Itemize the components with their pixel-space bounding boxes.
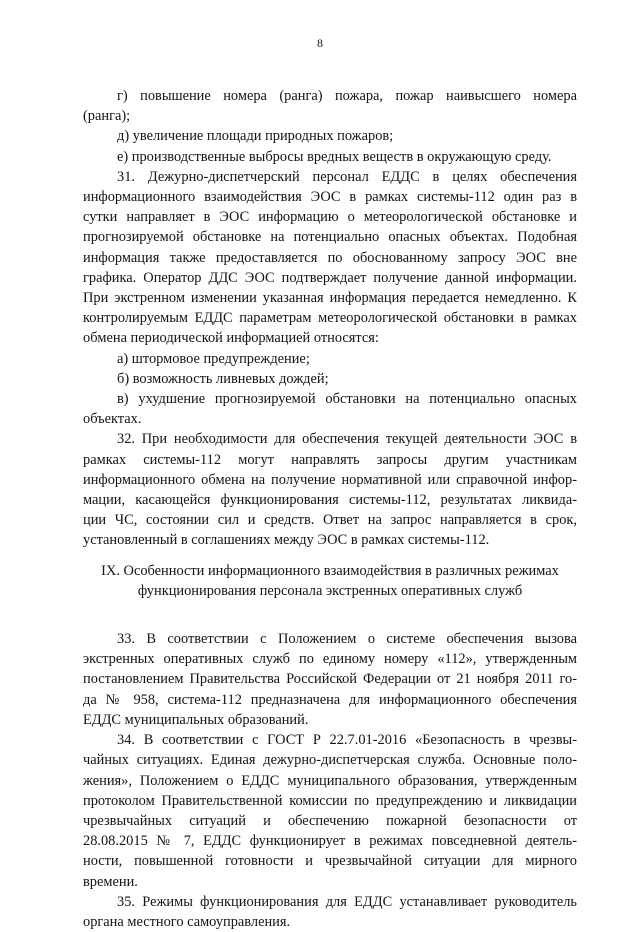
text-line: д) увеличение площади природных пожаров; [117,128,394,145]
text-line: экстренных оперативных служб по единому номеру «112», утвержденным [83,651,577,668]
heading-spacer [83,613,577,629]
text-line: органа местного самоуправления. [83,913,291,930]
text-line: графика. Оператор ДДС ЭОС подтверждает получение данной информации. [83,269,577,286]
document-body [83,86,577,932]
section-heading [83,561,577,601]
text-line: 32. При необходимости для обеспечения текущей деятельности ЭОС в [117,431,577,448]
text-line: информационного обмена на получение нормативной или справочной инфор- [83,471,577,488]
text-line: да № 958, система-112 предназначена для информационного обеспечения [83,691,577,708]
text-line: 34. В соответствии с ГОСТ Р 22.7.01-2016 «Безопасность в чрезвы- [117,732,577,749]
text-line: объектах. [83,411,142,428]
text-line: установленный в соглашениях между ЭОС в рамках системы-112. [83,532,490,549]
text-line: протоколом Правительственной комиссии по предупреждению и ликвидации [83,792,577,809]
text-line: чрезвычайных ситуаций и обеспечению пожарной безопасности от [83,812,577,829]
text-line: 33. В соответствии с Положением о системе обеспечения вызова [117,631,577,648]
text-line: рамках системы-112 могут направлять запросы другим участникам [83,451,577,468]
text-line: е) производственные выбросы вредных веществ в окружающую среду. [117,148,552,165]
text-line: жения», Положением о ЕДДС муниципального образования, утвержденным [83,772,577,789]
section-heading-line-1: IX. Особенности информационного взаимодействия в различных режимах [101,562,559,579]
text-line: 28.08.2015 № 7, ЕДДС функционирует в режимах повседневной деятель- [83,833,577,850]
text-line: контролируемым ЕДДС параметрам метеорологической обстановки в рамках [83,310,577,327]
text-line: 35. Режимы функционирования для ЕДДС устанавливает руководитель [117,893,577,910]
text-line: в) ухудшение прогнозируемой обстановки на потенциально опасных [117,391,577,408]
text-line: При экстренном изменении указанная информация передается немедленно. К [83,290,577,307]
text-line: г) повышение номера (ранга) пожара, пожар наивысшего номера [117,88,577,104]
text-line: информация также предоставляется по обоснованному запросу ЭОС вне [83,249,577,266]
text-line: прогнозируемой обстановке на потенциально опасных объектах. Подобная [83,229,577,246]
text-line: ции ЧС, состоянии сил и средств. Ответ на запрос направляется в срок, [83,512,577,529]
section-before-heading [83,86,577,551]
text-line: информационного взаимодействия ЭОС в рамках системы-112 один раз в [83,189,577,206]
text-line: а) штормовое предупреждение; [117,350,310,367]
text-line: ЕДДС муниципальных образований. [83,711,309,728]
text-line: мации, касающейся функционирования системы-112, результатах ликвида- [83,492,577,509]
text-line: б) возможность ливневых дождей; [117,370,329,387]
text-line: постановлением Правительства Российской Федерации от 21 ноября 2011 го- [83,671,577,688]
section-heading-line-2: функционирования персонала экстренных оперативных служб [137,582,523,599]
text-line: сутки направляет в ЭОС информацию о метеорологической обстановке и [83,209,577,226]
text-line: обмена периодической информацией относятся: [83,330,379,347]
text-line: 31. Дежурно-диспетчерский персонал ЕДДС в целях обеспечения [117,168,577,185]
text-line: чайных ситуациях. Единая дежурно-диспетчерская служба. Основные поло- [83,752,577,769]
text-line: (ранга); [83,108,131,125]
text-line: ности, повышенной готовности и чрезвычайной ситуации для мирного [83,853,577,870]
section-after-heading [83,629,577,932]
text-line: времени. [83,873,138,890]
page-number: 8 [317,36,323,50]
